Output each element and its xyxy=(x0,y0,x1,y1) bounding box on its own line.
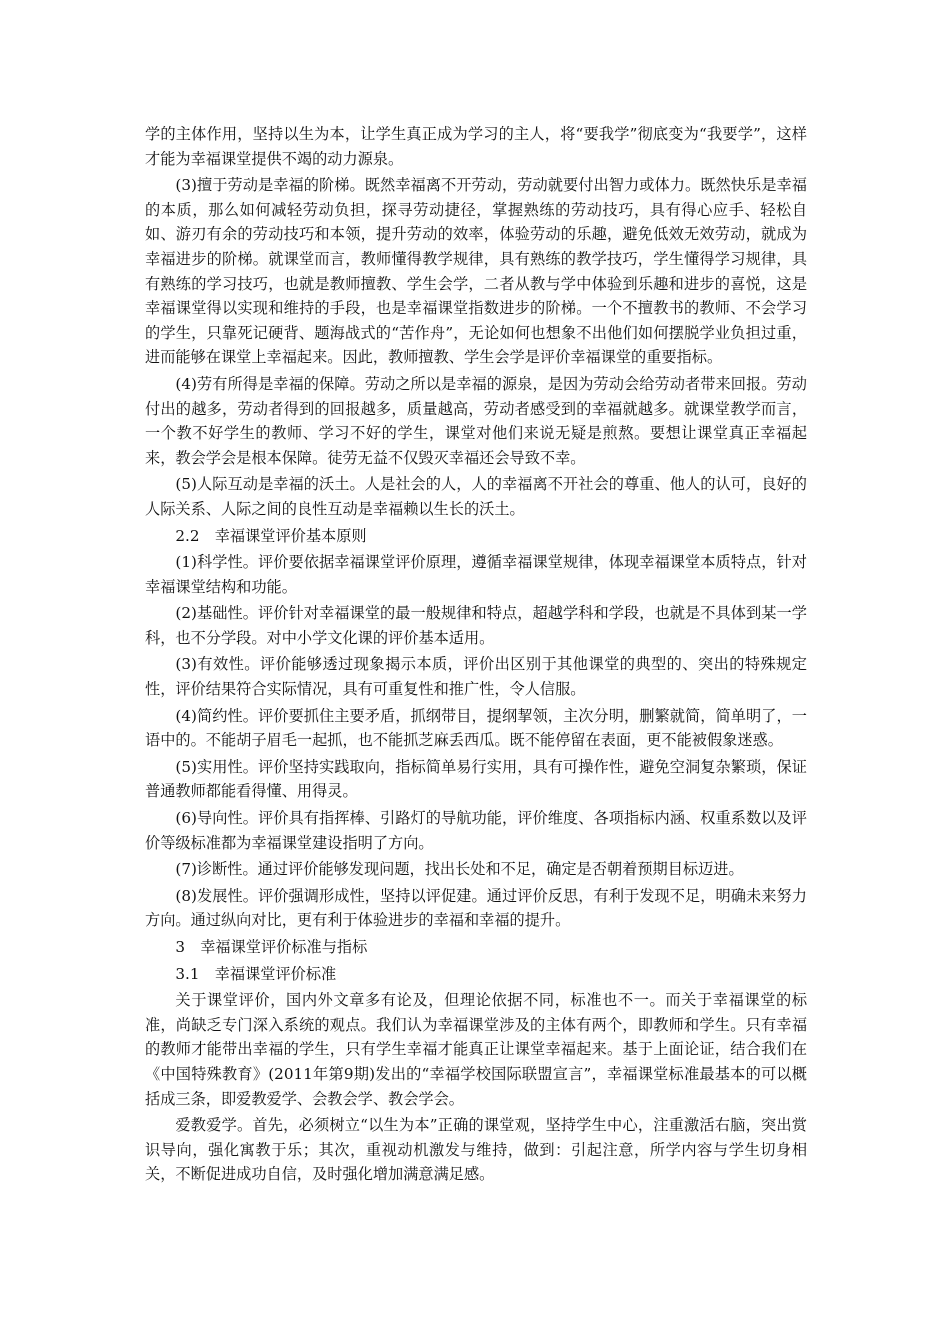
paragraph-principle-scientific: (1)科学性。评价要依据幸福课堂评价原理，遵循幸福课堂规律，体现幸福课堂本质特点，针对幸福课堂结构和功能。 xyxy=(145,553,807,596)
paragraph-standards: 关于课堂评价，国内外文章多有论及，但理论依据不同，标准也不一。而关于幸福课堂的标准，尚缺乏专门深入系统的观点。我们认为幸福课堂涉及的主体有两个，即教师和学生。只有幸福的教师才能带出幸福的学生，只有学生幸福才能真正让课堂幸福起来。基于上面论证，结合我们在《中国特殊教育》(2011年第9期)发出的“幸福学校国际联盟宣言”，幸福课堂标准最基本的可以概括成三条，即爱教爱学、会教会学、教会学会。 xyxy=(145,991,807,1108)
paragraph-love-teaching: 爱教爱学。首先，必须树立“以生为本”正确的课堂观，坚持学生中心，注重激活右脑，突出赏识导向，强化寓教于乐；其次，重视动机激发与维持，做到：引起注意，所学内容与学生切身相关，不断促进成功自信，及时强化增加满意满足感。 xyxy=(145,1116,807,1184)
paragraph-continuation: 学的主体作用，坚持以生为本，让学生真正成为学习的主人，将“要我学”彻底变为“我要学”，这样才能为幸福课堂提供不竭的动力源泉。 xyxy=(145,125,807,168)
section-heading-3: 3 幸福课堂评价标准与指标 xyxy=(175,938,368,956)
paragraph-labor-ladder: (3)擅于劳动是幸福的阶梯。既然幸福离不开劳动，劳动就要付出智力或体力。既然快乐是幸福的本质，那么如何减轻劳动负担，探寻劳动捷径，掌握熟练的劳动技巧，具有得心应手、轻松自如、游刃有余的劳动技巧和本领，提升劳动的效率，体验劳动的乐趣，避免低效无效劳动，就成为幸福进步的阶梯。就课堂而言，教师懂得教学规律，具有熟练的教学技巧，学生懂得学习规律，具有熟练的学习技巧，也就是教师擅教、学生会学，二者从教与学中体验到乐趣和进步的喜悦，这是幸福课堂得以实现和维持的手段，也是幸福课堂指数进步的阶梯。一个不擅教书的教师、不会学习的学生，只靠死记硬背、题海战式的“苦作舟”，无论如何也想象不出他们如何摆脱学业负担过重，进而能够在课堂上幸福起来。因此，教师擅教、学生会学是评价幸福课堂的重要指标。 xyxy=(145,176,807,367)
paragraph-principle-practical: (5)实用性。评价坚持实践取向，指标简单易行实用，具有可操作性，避免空洞复杂繁琐，保证普通教师都能看得懂、用得灵。 xyxy=(145,757,807,801)
paragraph-principle-developmental: (8)发展性。评价强调形成性，坚持以评促建。通过评价反思，有利于发现不足，明确未来努力方向。通过纵向对比，更有利于体验进步的幸福和幸福的提升。 xyxy=(145,886,807,930)
paragraph-principle-basic: (2)基础性。评价针对幸福课堂的最一般规律和特点，超越学科和学段，也就是不具体到某一学科，也不分学段。对中小学文化课的评价基本适用。 xyxy=(145,604,807,647)
paragraph-principle-guiding: (6)导向性。评价具有指挥棒、引路灯的导航功能，评价维度、各项指标内涵、权重系数以及评价等级标准都为幸福课堂建设指明了方向。 xyxy=(145,809,807,852)
section-heading-2-2: 2.2 幸福课堂评价基本原则 xyxy=(175,526,367,545)
document-body xyxy=(145,122,807,1189)
paragraph-principle-effective: (3)有效性。评价能够透过现象揭示本质，评价出区别于其他课堂的典型的、突出的特殊规定性，评价结果符合实际情况，具有可重复性和推广性，令人信服。 xyxy=(145,655,807,699)
paragraph-principle-diagnostic: (7)诊断性。通过评价能够发现问题，找出长处和不足，确定是否朝着预期目标迈进。 xyxy=(175,860,744,879)
section-heading-3-1: 3.1 幸福课堂评价标准 xyxy=(175,964,337,983)
paragraph-principle-concise: (4)简约性。评价要抓住主要矛盾，抓纲带目，提纲挈领，主次分明，删繁就简，简单明了，一语中的。不能胡子眉毛一起抓，也不能抓芝麻丢西瓜。既不能停留在表面，更不能被假象迷惑。 xyxy=(145,706,807,750)
paragraph-labor-reward: (4)劳有所得是幸福的保障。劳动之所以是幸福的源泉，是因为劳动会给劳动者带来回报。劳动付出的越多，劳动者得到的回报越多，质量越高，劳动者感受到的幸福就越多。就课堂教学而言，一个教不好学生的教师、学习不好的学生，课堂对他们来说无疑是煎熬。要想让课堂真正幸福起来，教会学会是根本保障。徒劳无益不仅毁灭幸福还会导致不幸。 xyxy=(145,374,807,467)
paragraph-interaction: (5)人际互动是幸福的沃土。人是社会的人，人的幸福离不开社会的尊重、他人的认可，良好的人际关系、人际之间的良性互动是幸福赖以生长的沃土。 xyxy=(145,475,807,518)
